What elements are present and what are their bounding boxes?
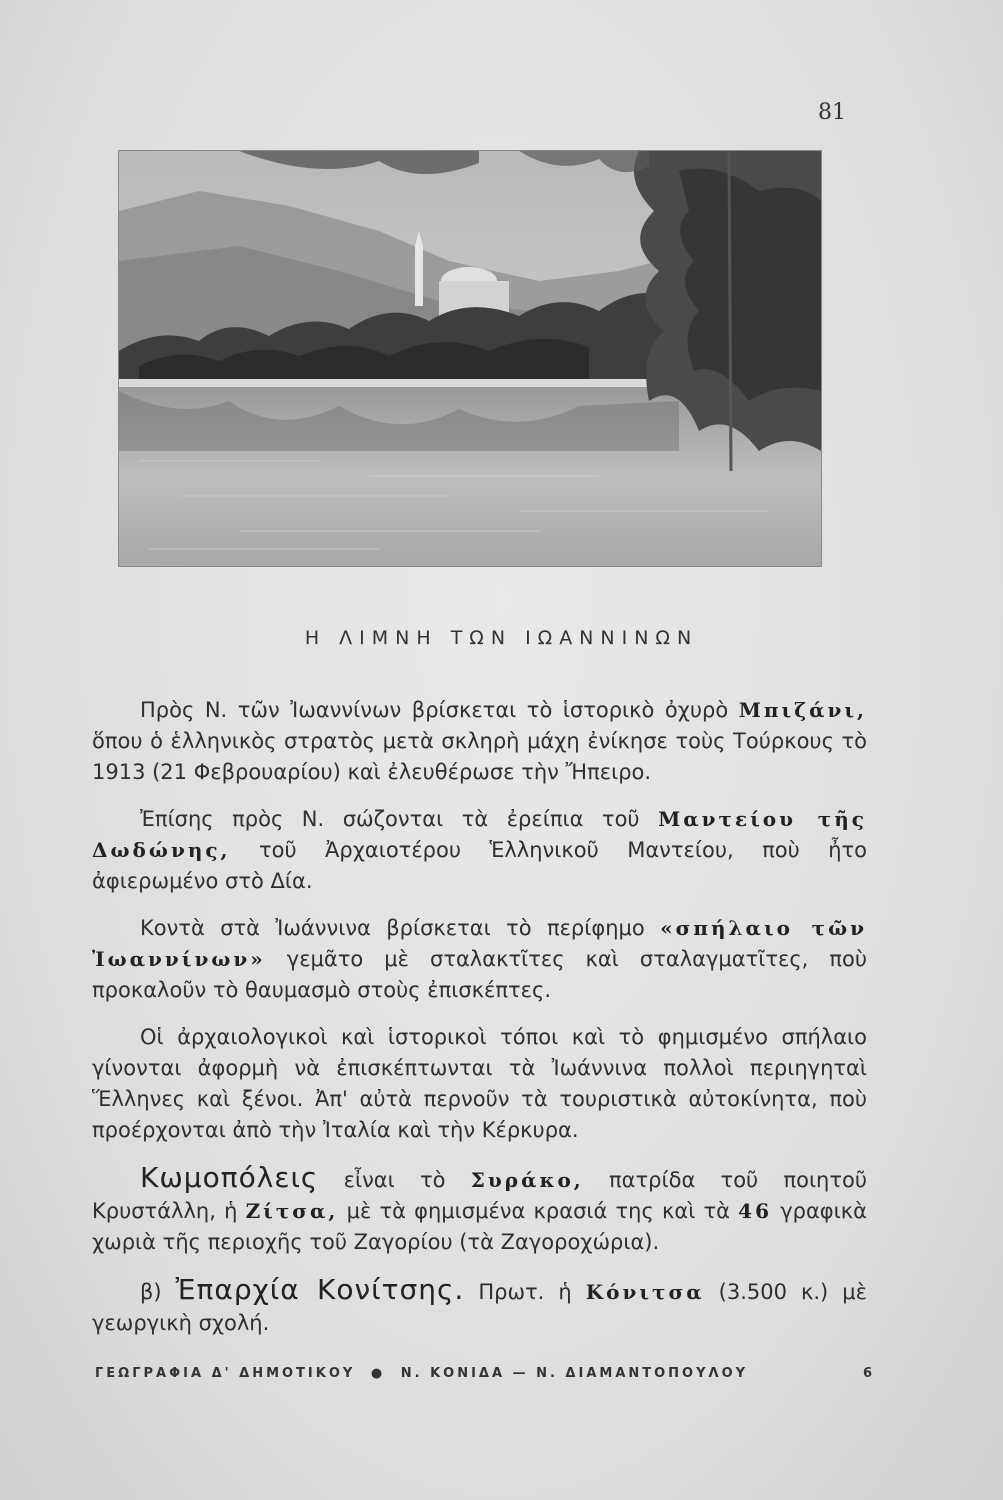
body-text <box>92 695 867 1355</box>
footer-sheet-number: 6 <box>862 1366 875 1381</box>
lake-photograph <box>118 150 822 567</box>
paragraph-text: πατρίδα τοῦ ποιητοῦ Κρυστάλλη, ἡ <box>92 1168 867 1223</box>
lake-ioannina-illustration <box>119 151 821 566</box>
paragraph-tourists: Οἱ ἀρχαιολογικοὶ καὶ ἱστορικοὶ τόποι καὶ τὸ φημισμένο σπήλαιο γίνονται ἀφορμὴ νὰ ἐπισκέπτωνται τὰ Ἰωάννινα πολλοὶ περιηγηταὶ Ἕλληνες καὶ ξένοι. Ἀπ' αὐτὰ περνοῦν τὰ τουριστικὰ αὐτοκίνητα, ποὺ προέρχονται ἀπὸ τὴν Ἰταλία καὶ τὴν Κέρκυρα. <box>92 1025 867 1142</box>
emphasis-46: 46 <box>738 1199 773 1223</box>
paragraph-text: Πρὸς Ν. τῶν Ἰωαννίνων βρίσκεται τὸ ἱστορικὸ ὀχυρὸ <box>140 698 739 722</box>
paragraph-text: γραφικὰ χωριὰ τῆς περιοχῆς τοῦ Ζαγορίου (τὰ Ζαγοροχώρια). <box>92 1199 867 1254</box>
footer-title-text: ΓΕΩΓΡΑΦΙΑ Δ' ΔΗΜΟΤΙΚΟΥ <box>95 1366 356 1381</box>
paragraph-towns <box>92 1162 867 1258</box>
paragraph-text: γεμᾶτο μὲ σταλακτῖτες καὶ σταλαγματῖτες, ποὺ προκαλοῦν τὸ θαυμασμὸ στοὺς ἐπισκέπτες. <box>92 947 867 1002</box>
footer-book-title <box>95 1366 748 1381</box>
emphasis-bizani: Μπιζάνι, <box>738 698 867 722</box>
paragraph-text: Κοντὰ στὰ Ἰωάννινα βρίσκεται τὸ περίφημο <box>140 916 661 940</box>
paragraph-bizani <box>92 695 867 788</box>
heading-komopoleis: Κωμοπόλεις <box>140 1161 319 1194</box>
paragraph-dodona <box>92 804 867 897</box>
emphasis-cave: «σπήλαιο τῶν Ἰωαννίνων» <box>92 916 867 971</box>
paragraph-text: τοῦ Ἀρχαιοτέρου Ἑλληνικοῦ Μαντείου, ποὺ ἦτο ἀφιερωμένο στὸ Δία. <box>92 838 867 893</box>
paragraph-text: εἶναι τὸ <box>318 1168 471 1192</box>
emphasis-konitsa: Κόνιτσα <box>585 1280 705 1304</box>
heading-eparchia-konitsis: Ἐπαρχία Κονίτσης. <box>175 1273 465 1306</box>
emphasis-dodona: Μαντείου τῆς Δωδώνης, <box>92 807 867 862</box>
footer-authors: Ν. ΚΟΝΙΔΑ — Ν. ΔΙΑΜΑΝΤΟΠΟΥΛΟΥ <box>400 1366 749 1381</box>
paragraph-text: ὅπου ὁ ἑλληνικὸς στρατὸς μετὰ σκληρὴ μάχη ἐνίκησε τοὺς Τούρκους τὸ 1913 (21 Φεβρουαρίου) καὶ ἐλευθέρωσε τὴν Ἤπειρο. <box>92 729 867 784</box>
page-number: 81 <box>818 100 846 125</box>
paragraph-text: Πρωτ. ἡ <box>464 1280 586 1304</box>
emphasis-zitsa: Ζίτσα, <box>245 1199 339 1223</box>
paragraph-text: μὲ τὰ φημισμένα κρασιά της καὶ τὰ <box>338 1199 739 1223</box>
paragraph-text: β) <box>140 1280 176 1304</box>
emphasis-syrako: Συράκο, <box>470 1168 584 1192</box>
photo-caption: Η ΛΙΜΝΗ ΤΩΝ ΙΩΑΝΝΙΝΩΝ <box>304 627 699 649</box>
paragraph-konitsa <box>92 1274 867 1339</box>
footer-separator-icon: ● <box>370 1366 386 1381</box>
paragraph-text: (3.500 κ.) μὲ γεωργικὴ σχολή. <box>92 1280 867 1335</box>
paragraph-cave <box>92 913 867 1006</box>
paragraph-text: Ἐπίσης πρὸς Ν. σώζονται τὰ ἐρείπια τοῦ <box>140 807 659 831</box>
page-footer <box>95 1366 875 1381</box>
